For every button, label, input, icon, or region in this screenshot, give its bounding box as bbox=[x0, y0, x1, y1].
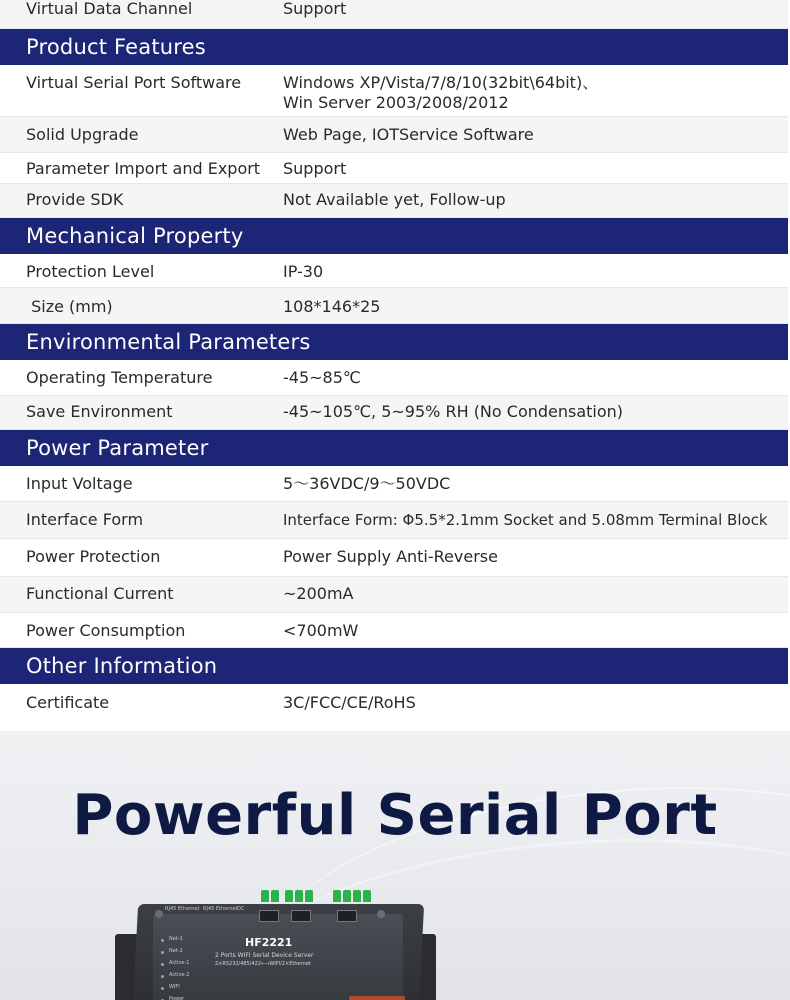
spec-key: Size (mm) bbox=[26, 297, 113, 316]
spec-key: Certificate bbox=[26, 693, 110, 712]
port-label: DC bbox=[237, 906, 245, 912]
terminal-block-icon bbox=[285, 890, 293, 902]
table-row bbox=[0, 184, 788, 218]
section-header: Environmental Parameters bbox=[0, 324, 788, 360]
spec-value: IP-30 bbox=[283, 262, 324, 281]
screw-icon bbox=[155, 910, 163, 918]
table-row bbox=[0, 539, 788, 577]
terminal-block-icon bbox=[363, 890, 371, 902]
spec-key: Virtual Serial Port Software bbox=[26, 73, 242, 92]
port-label: RJ45 Ethernet bbox=[203, 906, 238, 912]
led-label: Net-2 bbox=[169, 948, 183, 954]
led-icon bbox=[161, 939, 164, 942]
led-label: Active-1 bbox=[169, 960, 190, 966]
spec-key: Operating Temperature bbox=[26, 368, 213, 387]
promo-banner bbox=[0, 731, 790, 1000]
spec-value: Not Available yet, Follow-up bbox=[283, 190, 506, 209]
spec-value: 108*146*25 bbox=[283, 297, 381, 316]
spec-value: Interface Form: Φ5.5*2.1mm Socket and 5.08mm Terminal Block bbox=[283, 511, 768, 529]
spec-key: Power Protection bbox=[26, 547, 161, 566]
spec-key: Provide SDK bbox=[26, 190, 124, 209]
device-subtitle: 2 Ports WIFI Serial Device Server bbox=[215, 952, 314, 959]
screw-icon bbox=[377, 910, 385, 918]
table-row bbox=[0, 288, 788, 324]
table-row bbox=[0, 65, 788, 117]
led-label: Power bbox=[169, 996, 185, 1000]
terminal-block-icon bbox=[271, 890, 279, 902]
ethernet-port-icon bbox=[259, 910, 279, 922]
spec-key: Interface Form bbox=[26, 510, 144, 529]
led-icon bbox=[161, 975, 164, 978]
device-model: HF2221 bbox=[245, 936, 293, 949]
terminal-block-icon bbox=[305, 890, 313, 902]
section-header: Mechanical Property bbox=[0, 218, 788, 254]
spec-key: Functional Current bbox=[26, 584, 174, 603]
table-row bbox=[0, 254, 788, 288]
terminal-block-icon bbox=[333, 890, 341, 902]
table-row bbox=[0, 466, 788, 502]
brand-logo bbox=[349, 996, 405, 1000]
table-row bbox=[0, 153, 788, 184]
spec-value: Support bbox=[283, 0, 347, 18]
spec-value: Web Page, IOTService Software bbox=[283, 125, 534, 144]
spec-value: -45~105℃, 5~95% RH (No Condensation) bbox=[283, 402, 624, 421]
spec-key: Save Environment bbox=[26, 402, 173, 421]
table-row bbox=[0, 577, 788, 613]
spec-key: Virtual Data Channel bbox=[26, 0, 193, 18]
spec-key: Solid Upgrade bbox=[26, 125, 139, 144]
spec-value: Windows XP/Vista/7/8/10(32bit\64bit)、 bbox=[283, 73, 599, 92]
terminal-block-icon bbox=[343, 890, 351, 902]
terminal-block-icon bbox=[353, 890, 361, 902]
section-header: Product Features bbox=[0, 29, 788, 65]
spec-key: Protection Level bbox=[26, 262, 155, 281]
device-subtitle-2: 2×RS232/485/422←→WIFI/2×Ethernet bbox=[215, 961, 311, 967]
spec-value: <700mW bbox=[283, 621, 359, 640]
spec-value: 3C/FCC/CE/RoHS bbox=[283, 693, 416, 712]
device-image bbox=[115, 896, 435, 1000]
spec-key: Power Consumption bbox=[26, 621, 186, 640]
terminal-block-icon bbox=[295, 890, 303, 902]
table-row bbox=[0, 613, 788, 648]
table-row bbox=[0, 396, 788, 430]
promo-headline: Powerful Serial Port bbox=[72, 783, 718, 848]
table-row bbox=[0, 502, 788, 539]
spec-value-line2: Win Server 2003/2008/2012 bbox=[283, 93, 509, 112]
led-icon bbox=[161, 963, 164, 966]
table-row bbox=[0, 0, 788, 29]
ethernet-port-icon bbox=[291, 910, 311, 922]
spec-value: ~200mA bbox=[283, 584, 354, 603]
led-label: Active-2 bbox=[169, 972, 190, 978]
led-label: WIFI bbox=[169, 984, 180, 990]
spec-key: Parameter Import and Export bbox=[26, 159, 261, 178]
section-header: Other Information bbox=[0, 648, 788, 684]
spec-key: Input Voltage bbox=[26, 474, 133, 493]
ethernet-port-icon bbox=[337, 910, 357, 922]
spec-value: Power Supply Anti-Reverse bbox=[283, 547, 498, 566]
port-label: RJ45 Ethernet bbox=[165, 906, 200, 912]
terminal-block-icon bbox=[261, 890, 269, 902]
led-icon bbox=[161, 951, 164, 954]
table-row bbox=[0, 360, 788, 396]
spec-value: -45~85℃ bbox=[283, 368, 361, 387]
spec-value: Support bbox=[283, 159, 347, 178]
led-icon bbox=[161, 987, 164, 990]
spec-value: 5～36VDC/9～50VDC bbox=[283, 474, 451, 493]
led-label: Net-1 bbox=[169, 936, 183, 942]
section-header: Power Parameter bbox=[0, 430, 788, 466]
table-row bbox=[0, 684, 788, 730]
table-row bbox=[0, 117, 788, 153]
